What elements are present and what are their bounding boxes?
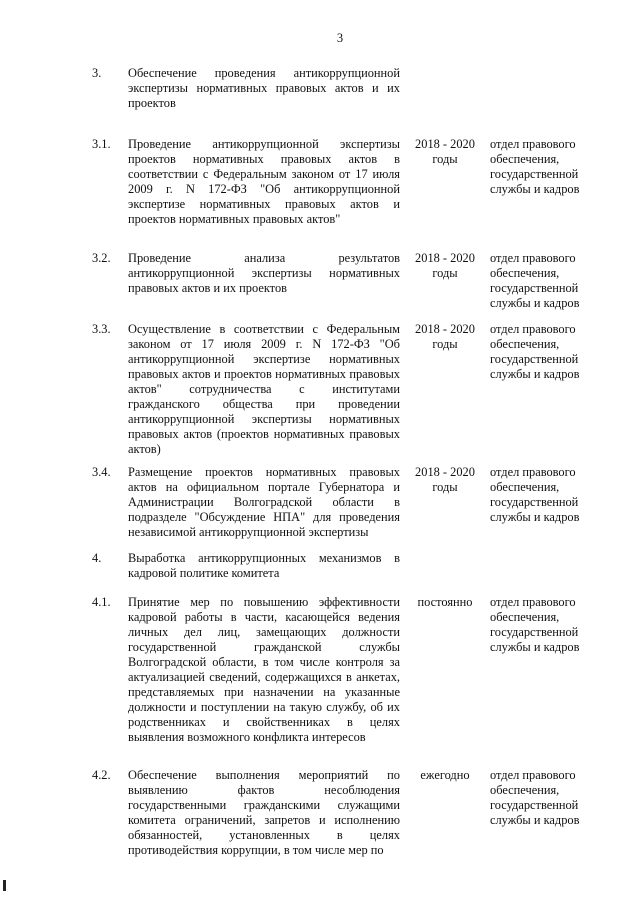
item-responsible (490, 251, 598, 311)
item-term: постоянно (417, 595, 473, 609)
responsible-line: отдел правового (490, 595, 576, 609)
responsible-line: обеспечения, (490, 152, 560, 166)
item-description: Размещение проектов нормативных правовых актов на официальном портале Губернатора и Администрации Волгоградской области в подразделе "Обсуждение НПА" для проведения независимой антикоррупционной экспертизы (128, 465, 400, 539)
item-responsible (490, 595, 598, 655)
responsible-line: службы и кадров (490, 510, 580, 524)
item-number: 3.2. (92, 251, 111, 265)
responsible-line: государственной (490, 798, 579, 812)
responsible-line: государственной (490, 167, 579, 181)
item-term: 2018 - 2020 годы (415, 322, 475, 351)
item-responsible (490, 322, 598, 382)
item-number: 3.3. (92, 322, 111, 336)
responsible-line: отдел правового (490, 465, 576, 479)
item-responsible (490, 768, 598, 828)
item-number: 4.1. (92, 595, 111, 609)
responsible-line: отдел правового (490, 137, 576, 151)
responsible-line: обеспечения, (490, 610, 560, 624)
item-responsible (490, 137, 598, 197)
item-description: Осуществление в соответствии с Федеральным законом от 17 июля 2009 г. N 172-ФЗ "Об антикоррупционной экспертизе нормативных правовых актов и проектов нормативных правовых актов" сотрудничества с институтами гражданского общества при проведении антикоррупционной экспертизы нормативных правовых актов (проектов нормативных правовых актов) (128, 322, 400, 456)
responsible-line: государственной (490, 495, 579, 509)
item-description: Обеспечение проведения антикоррупционной экспертизы нормативных правовых актов и их проектов (128, 66, 400, 110)
item-term: 2018 - 2020 годы (415, 251, 475, 280)
responsible-line: государственной (490, 352, 579, 366)
scan-margin-mark (3, 880, 6, 891)
responsible-line: обеспечения, (490, 266, 560, 280)
item-term: 2018 - 2020 годы (415, 465, 475, 494)
responsible-line: обеспечения, (490, 337, 560, 351)
responsible-line: службы и кадров (490, 182, 580, 196)
responsible-line: обеспечения, (490, 783, 560, 797)
responsible-line: государственной (490, 281, 579, 295)
item-number: 3.4. (92, 465, 111, 479)
item-description: Проведение анализа результатов антикоррупционной экспертизы нормативных правовых актов и их проектов (128, 251, 400, 295)
responsible-line: отдел правового (490, 768, 576, 782)
item-number: 4. (92, 551, 102, 565)
responsible-line: отдел правового (490, 251, 576, 265)
item-number: 3.1. (92, 137, 111, 151)
item-description: Проведение антикоррупционной экспертизы проектов нормативных правовых актов в соответствии с Федеральным законом от 17 июля 2009 г. N 172-ФЗ "Об антикоррупционной экспертизе нормативных правовых актов и проектов нормативных правовых актов" (128, 137, 400, 226)
responsible-line: службы и кадров (490, 296, 580, 310)
item-number: 4.2. (92, 768, 111, 782)
item-term: 2018 - 2020 годы (415, 137, 475, 166)
item-description: Принятие мер по повышению эффективности кадровой работы в части, касающейся ведения личных дел лиц, замещающих должности государственной гражданской службы Волгоградской области, в том числе контроля за актуализацией сведений, содержащихся в анкетах, представляемых при назначении на указанные должности и поступлении на такую службу, об их родственниках и свойственниках в целях выявления возможного конфликта интересов (128, 595, 400, 744)
item-description: Выработка антикоррупционных механизмов в кадровой политике комитета (128, 551, 400, 580)
responsible-line: службы и кадров (490, 813, 580, 827)
responsible-line: государственной (490, 625, 579, 639)
responsible-line: службы и кадров (490, 640, 580, 654)
item-responsible (490, 465, 598, 525)
item-term: ежегодно (420, 768, 470, 782)
page-number: 3 (336, 31, 344, 45)
responsible-line: отдел правового (490, 322, 576, 336)
item-number: 3. (92, 66, 102, 80)
responsible-line: обеспечения, (490, 480, 560, 494)
item-description: Обеспечение выполнения мероприятий по выявлению фактов несоблюдения государственными гражданскими служащими комитета ограничений, запретов и исполнению обязанностей, установленных в целях противодействия коррупции, в том числе мер по (128, 768, 400, 857)
responsible-line: службы и кадров (490, 367, 580, 381)
